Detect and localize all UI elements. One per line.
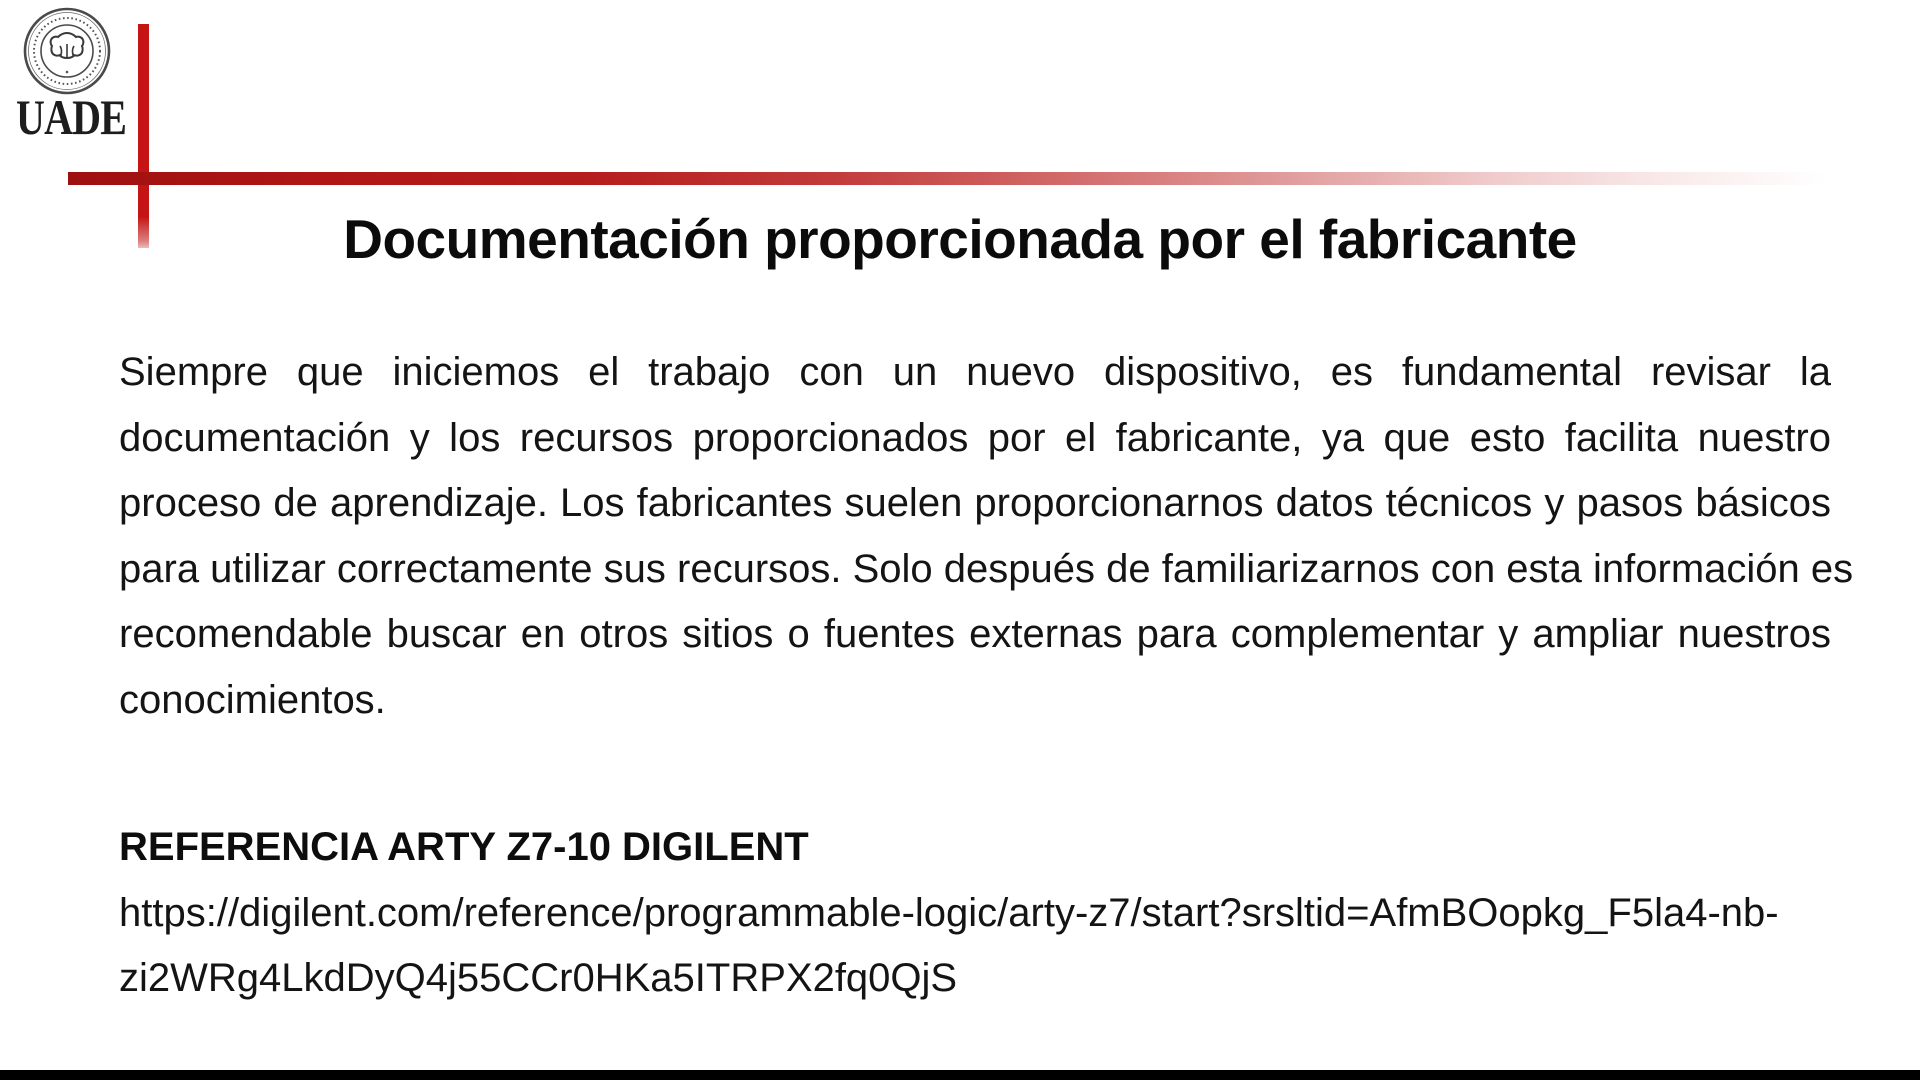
slide-title: Documentación proporcionada por el fabricante bbox=[343, 208, 1577, 270]
uade-seal-icon bbox=[22, 6, 112, 96]
paragraph-line: recomendable buscar en otros sitios o fuentes externas para complementar y ampliar nuestros bbox=[119, 612, 1831, 656]
footer-black-bar bbox=[0, 1070, 1920, 1080]
reference-heading: REFERENCIA ARTY Z7-10 DIGILENT bbox=[119, 825, 809, 869]
body-paragraph bbox=[119, 340, 1854, 733]
reference-url-line: https://digilent.com/reference/programmable-logic/arty-z7/start?srsltid=AfmBOopkg_F5la4-nb- bbox=[119, 890, 1779, 935]
paragraph-line: Siempre que iniciemos el trabajo con un nuevo dispositivo, es fundamental revisar la bbox=[119, 350, 1831, 394]
reference-section bbox=[119, 815, 1831, 1012]
paragraph-line: para utilizar correctamente sus recursos. Solo después de familiarizarnos con esta información es bbox=[119, 546, 1854, 591]
reference-url-line: zi2WRg4LkdDyQ4j55CCr0HKa5ITRPX2fq0QjS bbox=[119, 956, 958, 1000]
paragraph-line: documentación y los recursos proporcionados por el fabricante, ya que esto facilita nuestro bbox=[119, 415, 1831, 460]
paragraph-line: conocimientos. bbox=[119, 677, 386, 722]
paragraph-line: proceso de aprendizaje. Los fabricantes suelen proporcionarnos datos técnicos y pasos básicos bbox=[119, 481, 1831, 525]
uade-wordmark: UADE bbox=[16, 89, 127, 145]
horizontal-red-gradient-rule bbox=[68, 172, 1880, 185]
